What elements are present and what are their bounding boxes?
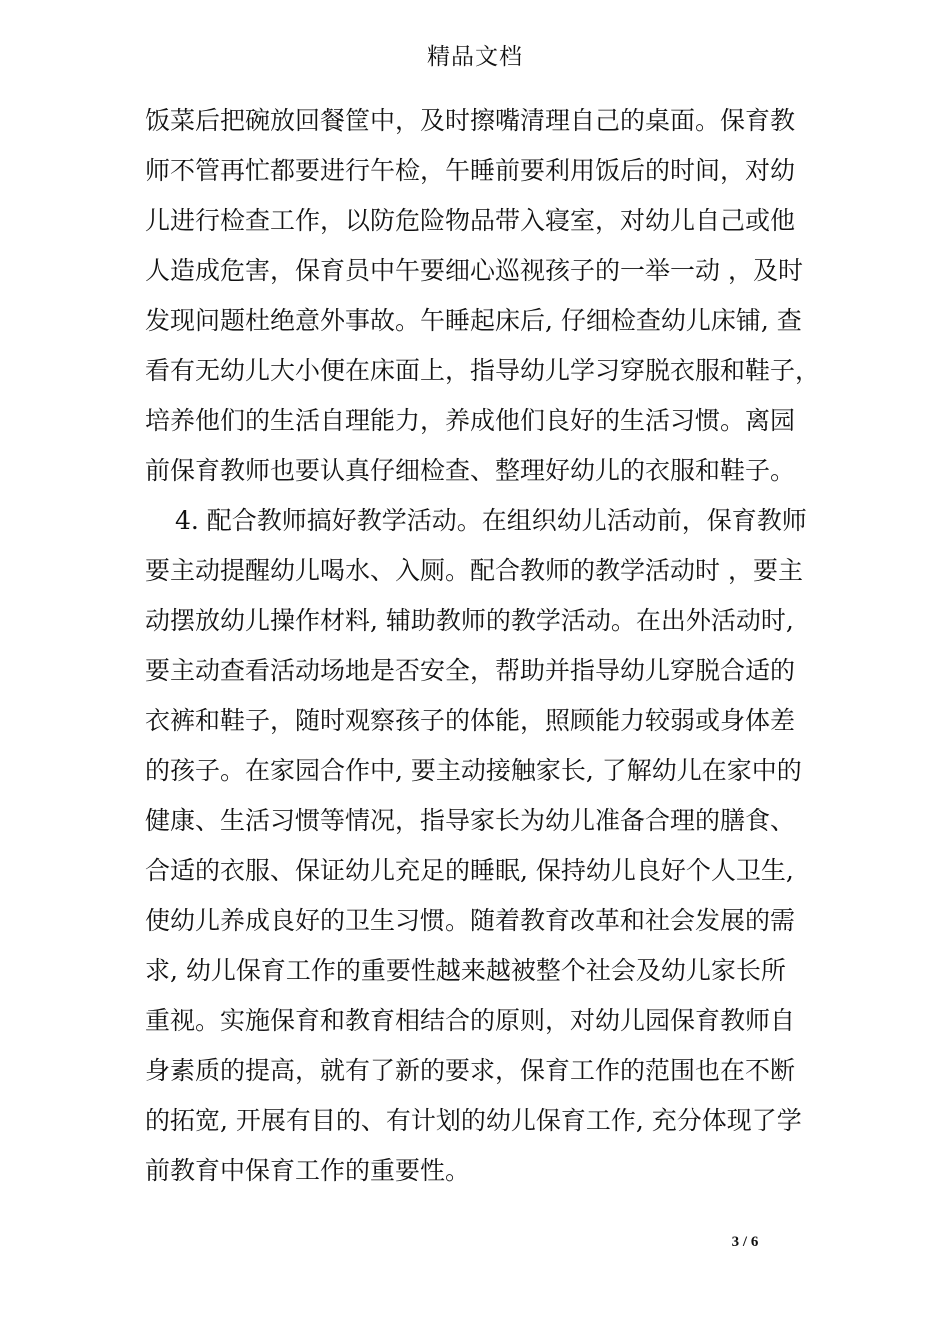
body-line-19: 重视。实施保育和教育相结合的原则，对幼儿园保育教师自 <box>145 1006 796 1035</box>
body-line-18: 求, 幼儿保育工作的重要性越来越被整个社会及幼儿家长所 <box>145 956 786 985</box>
body-line-20: 身素质的提高，就有了新的要求，保育工作的范围也在不断 <box>145 1056 796 1085</box>
document-body <box>145 96 821 1196</box>
body-line-1: 饭菜后把碗放回餐筐中，及时擦嘴清理自己的桌面。保育教 <box>145 106 796 135</box>
body-line-9: 4. 配合教师搞好教学活动。在组织幼儿活动前，保育教师 <box>175 506 807 535</box>
body-line-8: 前保育教师也要认真仔细检查、整理好幼儿的衣服和鞋子。 <box>145 456 796 485</box>
body-line-7: 培养他们的生活自理能力，养成他们良好的生活习惯。离园 <box>145 406 796 435</box>
body-line-22: 前教育中保育工作的重要性。 <box>145 1156 471 1185</box>
body-line-3: 儿进行检查工作，以防危险物品带入寝室，对幼儿自己或他 <box>145 206 796 235</box>
body-line-12: 要主动查看活动场地是否安全，帮助并指导幼儿穿脱合适的 <box>145 656 796 685</box>
body-line-5: 发现问题杜绝意外事故。午睡起床后, 仔细检查幼儿床铺, 查 <box>145 306 802 335</box>
body-line-4: 人造成危害，保育员中午要细心巡视孩子的一举一动 ，及时 <box>145 256 803 285</box>
body-line-16: 合适的衣服、保证幼儿充足的睡眠, 保持幼儿良好个人卫生, <box>145 856 794 885</box>
body-line-21: 的拓宽, 开展有目的、有计划的幼儿保育工作, 充分体现了学 <box>145 1106 802 1135</box>
page-header-title: 精品文档 <box>427 44 523 70</box>
page-number: 3 / 6 <box>731 1234 759 1250</box>
body-line-2: 师不管再忙都要进行午检，午睡前要利用饭后的时间，对幼 <box>145 156 796 185</box>
body-line-10: 要主动提醒幼儿喝水、入厕。配合教师的教学活动时 ，要主 <box>145 556 803 585</box>
body-line-11: 动摆放幼儿操作材料, 辅助教师的教学活动。在出外活动时, <box>145 606 794 635</box>
body-line-13: 衣裤和鞋子，随时观察孩子的体能，照顾能力较弱或身体差 <box>145 706 796 735</box>
body-line-15: 健康、生活习惯等情况，指导家长为幼儿准备合理的膳食、 <box>145 806 796 835</box>
body-line-6: 看有无幼儿大小便在床面上，指导幼儿学习穿脱衣服和鞋子， <box>145 356 821 385</box>
body-line-14: 的孩子。在家园合作中, 要主动接触家长, 了解幼儿在家中的 <box>145 756 802 785</box>
body-line-17: 使幼儿养成良好的卫生习惯。随着教育改革和社会发展的需 <box>145 906 796 935</box>
